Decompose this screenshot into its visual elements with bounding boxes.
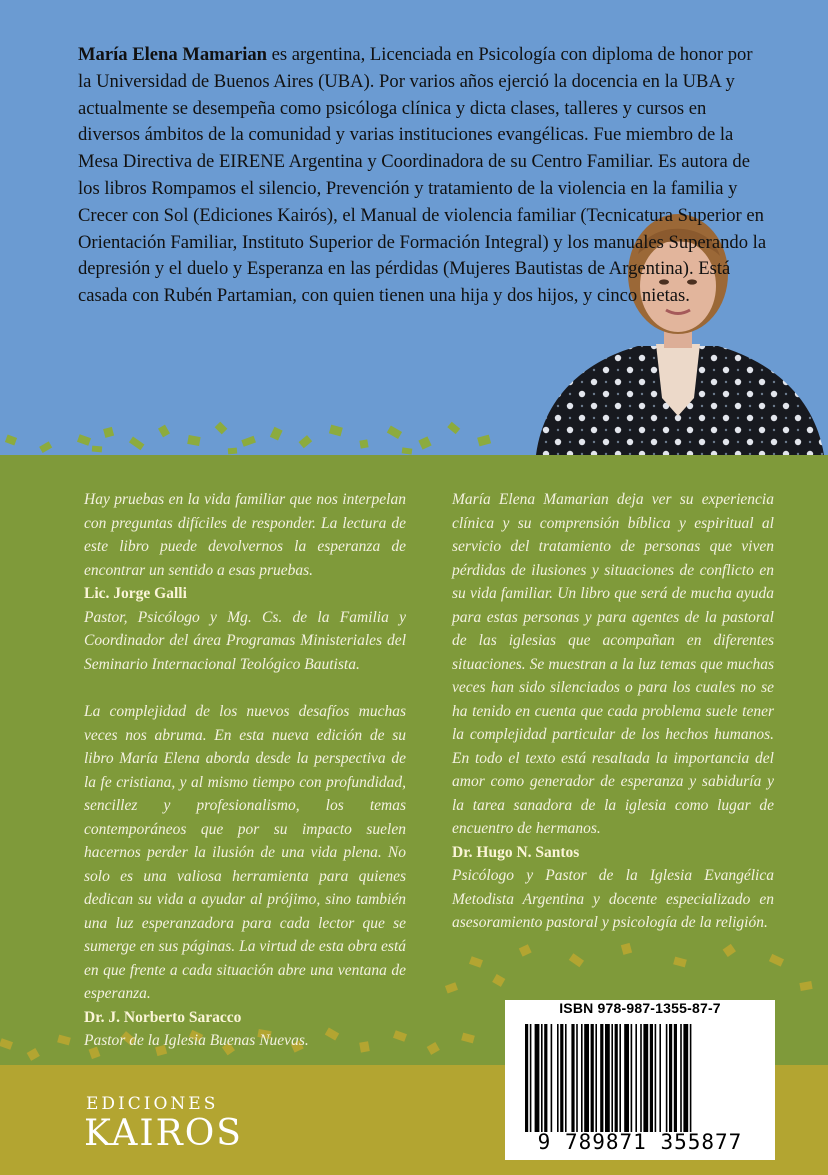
barcode-bar	[584, 1024, 589, 1132]
author-bio-text	[78, 42, 768, 310]
barcode-bar	[615, 1024, 618, 1132]
barcode-bar	[666, 1024, 668, 1132]
endorsement-author: Lic. Jorge Galli	[84, 585, 187, 602]
barcode-bar	[669, 1024, 672, 1132]
barcode-bar	[611, 1024, 613, 1132]
barcode-bar	[650, 1024, 653, 1132]
barcode-bar	[565, 1024, 567, 1132]
publisher-logo-name: KAIROS	[84, 1113, 243, 1154]
barcode-bar	[680, 1024, 682, 1132]
barcode-bar	[674, 1024, 677, 1132]
author-bio-body: es argentina, Licenciada en Psicología con diploma de honor por la Universidad de Buenos Aires (UBA). Por varios años ejerció la docencia en la UBA y actualmente se desempeña como psicóloga clínica y dicta clases, talleres y cursos en diversos ámbitos de la comunidad y varias instituciones evangélicas. Fue miembro de la Mesa Directiva de EIRENE Argentina y Coordinadora de su Centro Familiar. Es autora de los libros Rompamos el silencio, Prevención y tratamiento de la violencia en la familia y Crecer con Sol (Ediciones Kairós), el Manual de violencia familiar (Tecnicatura Superior en Orientación Familiar, Instituto Superior de Formación Integral) y los manuales Superando la depresión y el duelo y Esperanza en las pérdidas (Mujeres Bautistas de Argentina). Está casada con Rubén Partamian, con quien tienen una hija y dos hijos, y cinco nietas.	[78, 44, 767, 307]
publisher-logo-top: EDICIONES	[86, 1094, 219, 1114]
author-name: María Elena Mamarian	[78, 44, 268, 65]
barcode-digits: 9 789871 355877	[537, 1130, 743, 1154]
barcode-bar	[624, 1024, 629, 1132]
barcode-bar	[576, 1024, 578, 1132]
barcode-bar	[544, 1024, 547, 1132]
barcode-bar	[631, 1024, 633, 1132]
endorsement-quote: La complejidad de los nuevos desafíos muchas veces nos abruma. En esta nueva edición de su libro María Elena aborda desde la perspectiva de la fe cristiana, y al mismo tiempo con profundidad, sencillez y profesionalismo, los temas contemporáneos que por su impacto suelen hacernos perder la ilusión de una vida plena. No solo es una valiosa herramienta para quienes dedican su vida a ayudar al prójimo, sino también una luz esperanzadora para cada lector que se sumerge en sus páginas. La virtud de esta obra está en que frente a cada situación abre una ventana de esperanza.	[84, 703, 406, 1002]
endorsement-author: Dr. Hugo N. Santos	[452, 843, 580, 861]
barcode-bar	[581, 1024, 583, 1132]
barcode-bar	[530, 1024, 532, 1132]
isbn-barcode	[505, 1000, 775, 1160]
barcode-bar	[605, 1024, 610, 1132]
endorsement-quote: María Elena Mamarian deja ver su experiencia clínica y su comprensión bíblica y espiritual al servicio del tratamiento de personas que viven pérdidas de ilusiones y situaciones de conflicto en su vida familiar. Un libro que será de mucha ayuda para estas personas y para agentes de la pastoral de las iglesias que acompañan en diferentes situaciones. Se muestran a la luz temas que muchas veces han sido silenciados o para los cuales no se ha tenido en cuenta que cada problema suele tener la complejidad particular de los hechos humanos. En todo el texto está resaltada la importancia del amor como generador de esperanza y sabiduría y la tarea sanadora de la iglesia como lugar de encuentro de hermanos.	[452, 491, 774, 837]
endorsements-left-column	[84, 488, 406, 1053]
endorsement-author: Dr. J. Norberto Saracco	[84, 1008, 242, 1026]
barcode-bar	[595, 1024, 597, 1132]
endorsement-author-title: Pastor de la Iglesia Buenas Nuevas.	[84, 1032, 309, 1049]
barcode-bar	[551, 1024, 553, 1132]
barcode-bar	[655, 1024, 657, 1132]
endorsements-right-column	[452, 488, 774, 935]
barcode-bar	[560, 1024, 563, 1132]
barcode-bar	[619, 1024, 621, 1132]
endorsement-author-title: Pastor, Psicólogo y Mg. Cs. de la Familia y Coordinador del área Programas Ministeriales del Seminario Internacional Teológico Bautista.	[84, 608, 406, 673]
barcode-bar	[525, 1024, 528, 1132]
barcode-bar	[591, 1024, 594, 1132]
author-bio	[78, 42, 768, 310]
barcode-bar	[541, 1024, 543, 1132]
barcode-bar	[535, 1024, 540, 1132]
endorsement-author-title: Psicólogo y Pastor de la Iglesia Evangélica Metodista Argentina y docente especializado en asesoramiento pastoral y psicología de la religión.	[452, 867, 774, 931]
barcode-bar	[683, 1024, 688, 1132]
barcode-bar	[557, 1024, 559, 1132]
barcode-bar	[600, 1024, 603, 1132]
barcode-bar	[571, 1024, 574, 1132]
barcode-bar	[640, 1024, 642, 1132]
barcode-bar	[635, 1024, 637, 1132]
barcode-bar	[659, 1024, 661, 1132]
isbn-label: ISBN 978-987-1355-87-7	[559, 1000, 721, 1016]
barcode-bar	[690, 1024, 692, 1132]
endorsement-quote: Hay pruebas en la vida familiar que nos interpelan con preguntas difíciles de responder. La lectura de este libro puede devolvernos la esperanza de encontrar un sentido a esas pruebas.	[84, 491, 406, 579]
barcode-bars	[525, 1024, 773, 1132]
barcode-bar	[643, 1024, 648, 1132]
